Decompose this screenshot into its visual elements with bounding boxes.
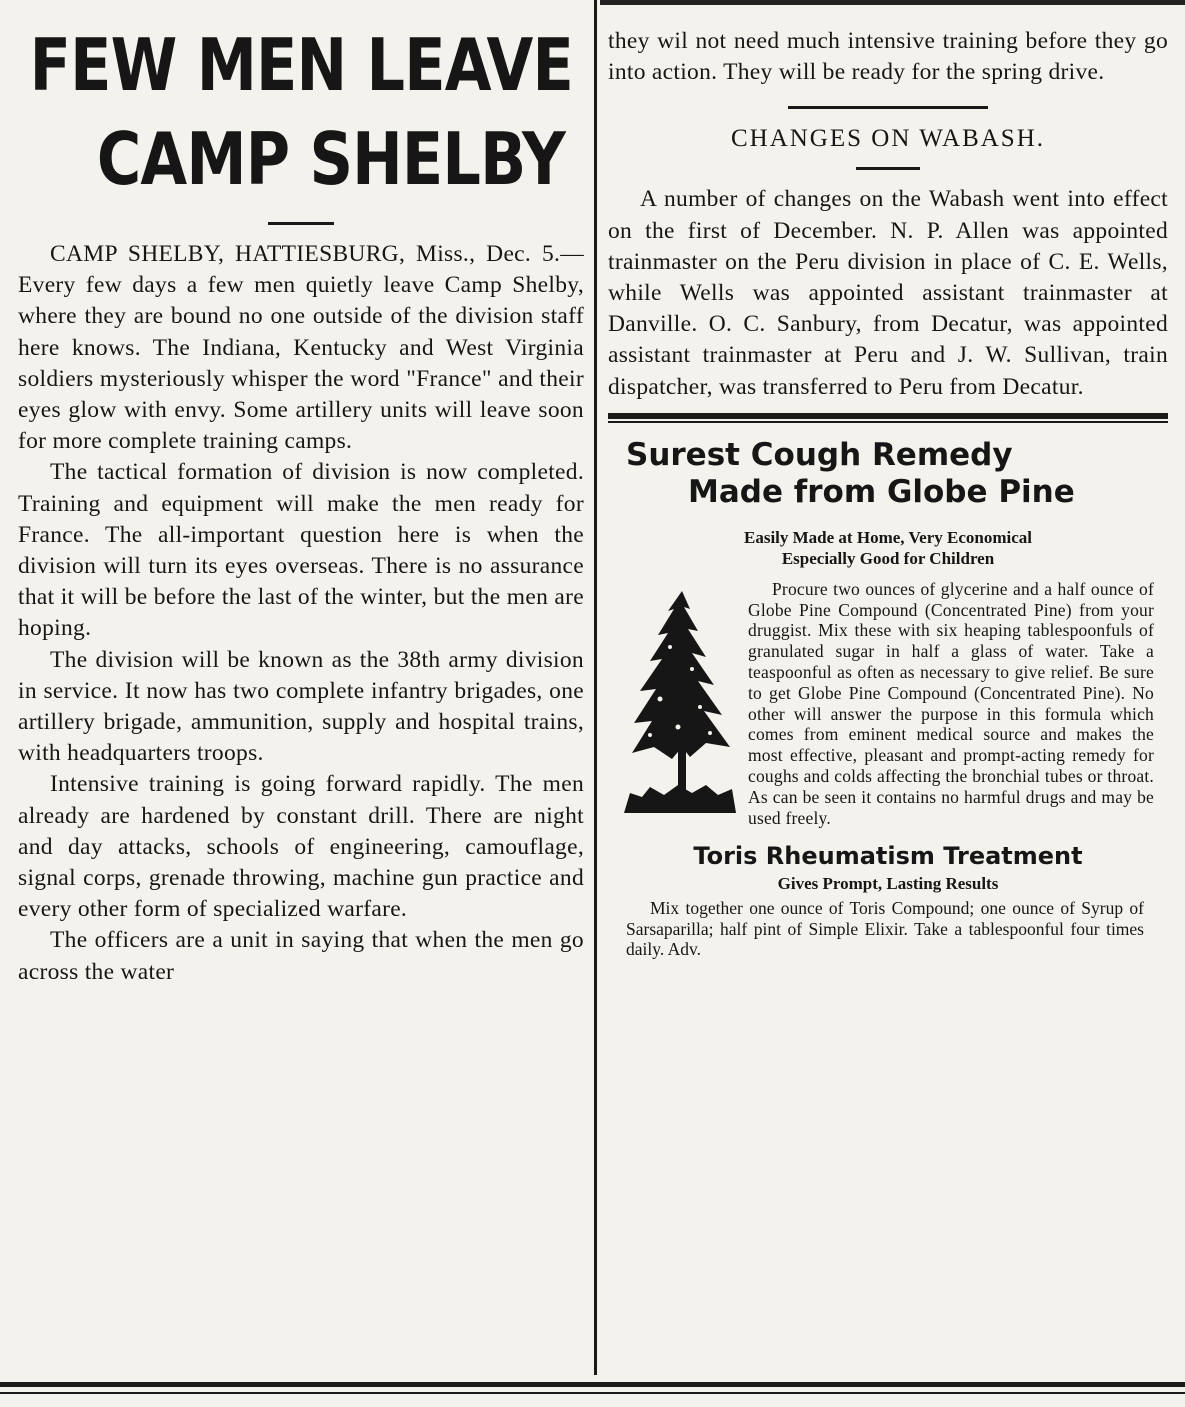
ad-title xyxy=(608,437,1168,511)
headline-divider xyxy=(268,222,334,225)
ad-cough-remedy xyxy=(608,437,1168,960)
article-continuation xyxy=(608,26,1168,88)
ad-subtitle-line-1: Easily Made at Home, Very Economical xyxy=(743,527,1033,547)
continuation-paragraph: they wil not need much intensive training before they go into action. They will be ready for the spring drive. xyxy=(608,28,1168,86)
column-rule xyxy=(594,0,597,1375)
ad-rheumatism-body xyxy=(626,898,1144,960)
article-camp-shelby xyxy=(18,18,584,988)
ad-rheumatism-title: Toris Rheumatism Treatment xyxy=(693,842,1083,871)
ad-subtitle-line-2: Especially Good for Children xyxy=(781,548,995,568)
article-headline xyxy=(29,18,574,206)
article-paragraph: The division will be known as the 38th army division in service. It now has two complete infantry brigades, one artillery brigade, ammunition, supply and hospital trains, with headquarters troops. xyxy=(18,646,584,767)
article-paragraph: CAMP SHELBY, HATTIESBURG, Miss., Dec. 5.—Every few days a few men quietly leave Camp Shelby, where they are bound no one outside of the division staff here knows. The Indiana, Kentucky and West Virginia soldiers mysteriously whisper the word "France" and their eyes glow with envy. Some artillery units will leave soon for more complete training camps. xyxy=(18,241,584,455)
bottom-rule-thin xyxy=(0,1392,1185,1394)
article-paragraph: Intensive training is going forward rapidly. The men already are hardened by constant drill. There are night and day attacks, schools of engineering, camouflage, signal corps, grenade throwing, machine gun practice and every other form of specialized warfare. xyxy=(18,771,584,923)
wabash-headline: CHANGES ON WABASH. xyxy=(730,125,1046,153)
top-rule xyxy=(600,0,1185,5)
ad-rheumatism-paragraph: Mix together one ounce of Toris Compound; one ounce of Syrup of Sarsaparilla; half pint of Simple Elixir. Take a tablespoonful four times daily. Adv. xyxy=(626,898,1144,960)
article-body xyxy=(18,239,584,988)
wabash-body xyxy=(608,184,1168,402)
ad-subtitle xyxy=(608,527,1168,569)
ad-title-line-1: Surest Cough Remedy xyxy=(626,436,1013,473)
ad-top-rule xyxy=(608,413,1168,419)
pine-tree-icon xyxy=(620,587,740,817)
article-paragraph: The tactical formation of division is now completed. Training and equipment will make the men ready for France. The all-important question here is when the division will turn its eyes overseas. There is no assurance that it will be before the last of the winter, but the men are hoping. xyxy=(18,459,584,642)
ad-title-line-2: Made from Globe Pine xyxy=(688,473,1075,510)
ad-body xyxy=(624,579,1154,829)
ad-paragraph: Procure two ounces of glycerine and a half ounce of Globe Pine Compound (Concentrated Pine) from your druggist. Mix these with six heaping tablespoonfuls of granulated sugar in half a glass of water. Take a teaspoonful as often as necessary to give relief. Be sure to get Globe Pine Compound (Concentrated Pine). No other will answer the purpose in this formula which comes from eminent medical source and makes the most effective, pleasant and prompt-acting remedy for coughs and colds affecting the bronchial tubes or throat. As can be seen it contains no harmful drugs and may be used freely. xyxy=(748,578,1154,828)
ad-top-rule-thin xyxy=(608,421,1168,423)
headline-line-2: CAMP SHELBY xyxy=(96,117,566,201)
article-paragraph: The officers are a unit in saying that when the men go across the water xyxy=(18,927,584,985)
right-column xyxy=(608,26,1168,960)
headline-line-1: FEW MEN LEAVE xyxy=(29,23,574,107)
bottom-rule xyxy=(0,1382,1185,1387)
ad-rheumatism-subtitle: Gives Prompt, Lasting Results xyxy=(777,874,999,894)
wabash-paragraph: A number of changes on the Wabash went into effect on the first of December. N. P. Allen was appointed trainmaster on the Peru division in place of C. E. Wells, while Wells was appointed assistant trainmaster at Danville. O. C. Sanbury, from Decatur, was appointed assistant trainmaster at Peru and J. W. Sullivan, train dispatcher, was transferred to Peru from Decatur. xyxy=(608,186,1168,400)
section-divider xyxy=(788,106,988,109)
wabash-divider xyxy=(856,167,920,170)
